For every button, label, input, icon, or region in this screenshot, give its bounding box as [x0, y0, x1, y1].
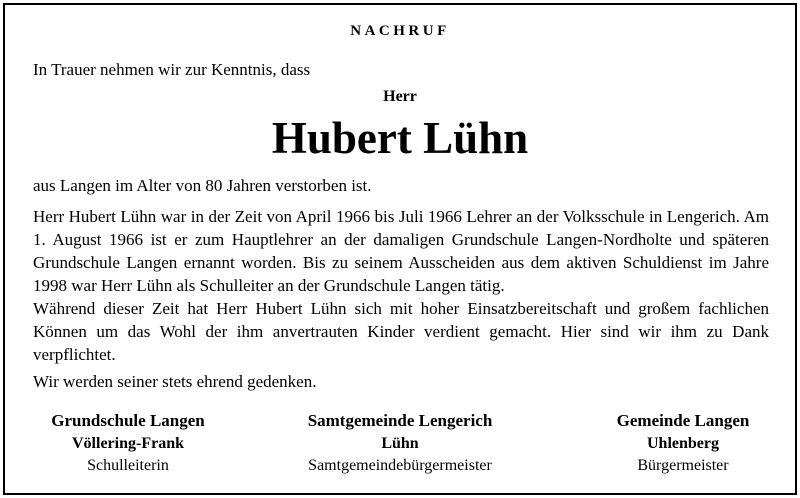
signatory-samtgemeinde — [280, 408, 520, 477]
signatory-gemeinde — [580, 408, 786, 477]
signatory-title: Samtgemeindebürgermeister — [308, 457, 492, 474]
notice-heading: NACHRUF — [350, 23, 450, 39]
deceased-name: Hubert Lühn — [271, 113, 529, 163]
signatory-organization: Grundschule Langen — [51, 411, 205, 430]
paragraph-career: Herr Hubert Lühn war in der Zeit von April 1966 bis Juli 1966 Lehrer an der Volksschule in Lengerich. Am 1. August 1966 ist er zum Hauptlehrer an der damaligen Grundschule Langen-Nordholte und späteren Grundschule Langen ernannt worden. Bis zu seinem Ausscheiden aus dem aktiven Schuldienst im Jahre 1998 war Herr Lühn als Schulleiter an der Grundschule Langen tätig. — [33, 207, 769, 295]
signatory-school — [28, 408, 228, 477]
signatory-title: Bürgermeister — [637, 457, 729, 474]
age-line: aus Langen im Alter von 80 Jahren verstorben ist. — [33, 176, 372, 195]
signatory-organization: Gemeinde Langen — [616, 411, 750, 430]
signatory-name: Lühn — [381, 435, 419, 452]
paragraph-merit: Während dieser Zeit hat Herr Hubert Lühn sich mit hoher Einsatzbereitschaft und großem fachlichen Können um das Wohl der ihm anvertrauten Kinder verdient gemacht. Hier sind wir ihm zu Dank verpflichtet. — [33, 299, 769, 364]
signatory-organization: Samtgemeinde Lengerich — [307, 411, 493, 430]
signatory-title: Schulleiterin — [87, 457, 169, 474]
intro-line: In Trauer nehmen wir zur Kenntnis, dass — [33, 60, 311, 79]
closing-line: Wir werden seiner stets ehrend gedenken. — [33, 372, 317, 391]
salutation: Herr — [383, 88, 417, 105]
signatory-name: Uhlenberg — [647, 435, 719, 452]
signatory-name: Völlering-Frank — [72, 435, 184, 452]
